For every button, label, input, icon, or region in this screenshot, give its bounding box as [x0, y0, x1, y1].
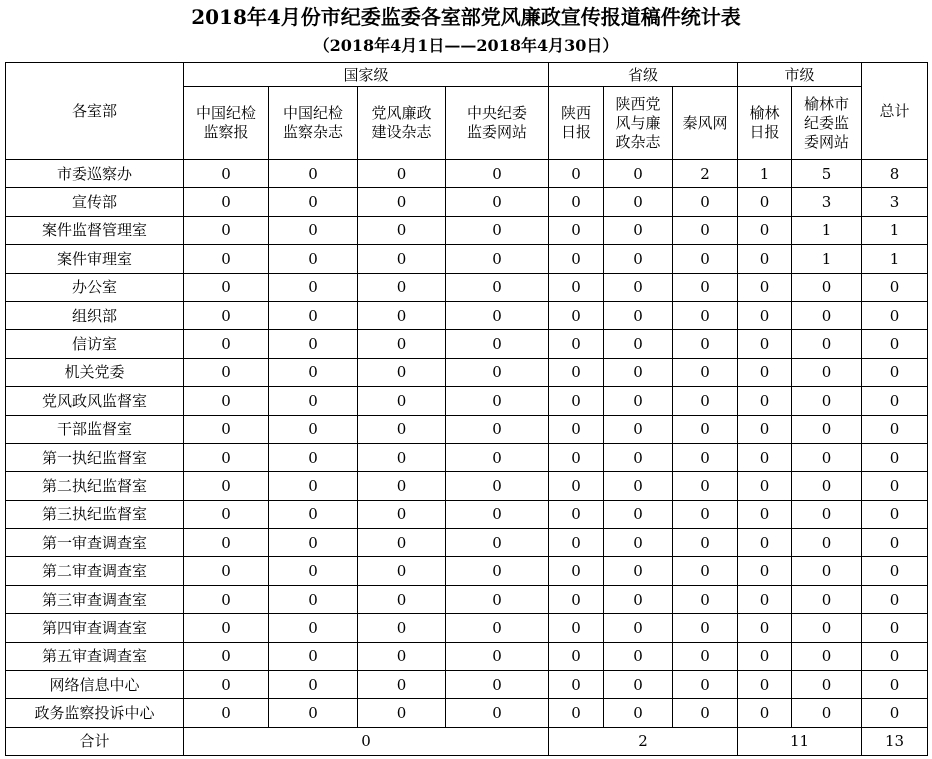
table-row	[6, 330, 928, 358]
column-header	[604, 87, 673, 160]
count-cell: 0	[358, 443, 446, 471]
count-cell: 0	[446, 245, 549, 273]
table-row	[6, 585, 928, 613]
count-cell: 0	[792, 387, 862, 415]
count-cell: 0	[792, 699, 862, 727]
count-cell: 0	[673, 671, 738, 699]
row-total-cell: 0	[862, 614, 928, 642]
column-header-label: 中国纪检监察杂志	[283, 104, 344, 141]
count-cell: 0	[792, 330, 862, 358]
count-cell: 0	[358, 387, 446, 415]
row-total-cell: 1	[862, 216, 928, 244]
table-row	[6, 301, 928, 329]
count-cell: 0	[673, 529, 738, 557]
count-cell: 0	[358, 500, 446, 528]
count-cell: 0	[184, 699, 269, 727]
table-row	[6, 358, 928, 386]
count-cell: 0	[446, 529, 549, 557]
count-cell: 0	[358, 699, 446, 727]
table-row	[6, 387, 928, 415]
count-cell: 0	[358, 330, 446, 358]
count-cell: 0	[792, 614, 862, 642]
count-cell: 0	[446, 500, 549, 528]
row-total-cell: 0	[862, 699, 928, 727]
summary-grand-total: 13	[862, 727, 928, 755]
count-cell: 0	[549, 557, 604, 585]
dept-header: 各室部	[6, 63, 184, 160]
count-cell: 0	[549, 330, 604, 358]
date-range-subtitle: （2018年4月1日——2018年4月30日）	[313, 36, 619, 55]
count-cell: 0	[446, 614, 549, 642]
count-cell: 0	[269, 557, 358, 585]
count-cell: 0	[604, 443, 673, 471]
count-cell: 0	[738, 642, 792, 670]
count-cell: 0	[604, 216, 673, 244]
dept-name-cell: 第四审查调查室	[6, 614, 184, 642]
count-cell: 0	[184, 160, 269, 188]
count-cell: 0	[446, 358, 549, 386]
count-cell: 0	[604, 188, 673, 216]
column-header-label: 陕西党风与廉政杂志	[615, 94, 661, 151]
count-cell: 0	[184, 273, 269, 301]
count-cell: 0	[184, 557, 269, 585]
summary-row	[6, 727, 928, 755]
row-total-cell: 0	[862, 443, 928, 471]
count-cell: 0	[269, 273, 358, 301]
row-total-cell: 0	[862, 387, 928, 415]
dept-name-cell: 干部监督室	[6, 415, 184, 443]
table-row	[6, 443, 928, 471]
count-cell: 0	[358, 671, 446, 699]
count-cell: 0	[184, 245, 269, 273]
count-cell: 0	[604, 614, 673, 642]
count-cell: 0	[184, 301, 269, 329]
count-cell: 0	[269, 160, 358, 188]
count-cell: 0	[738, 557, 792, 585]
count-cell: 0	[549, 585, 604, 613]
count-cell: 0	[446, 273, 549, 301]
count-cell: 0	[738, 273, 792, 301]
dept-name-cell: 第一执纪监督室	[6, 443, 184, 471]
count-cell: 0	[792, 585, 862, 613]
count-cell: 0	[792, 500, 862, 528]
count-cell: 0	[604, 529, 673, 557]
count-cell: 0	[358, 160, 446, 188]
dept-name-cell: 第二审查调查室	[6, 557, 184, 585]
column-header	[673, 87, 738, 160]
count-cell: 0	[792, 301, 862, 329]
count-cell: 0	[358, 301, 446, 329]
count-cell: 0	[184, 358, 269, 386]
count-cell: 0	[549, 415, 604, 443]
row-total-cell: 0	[862, 273, 928, 301]
dept-name-cell: 市委巡察办	[6, 160, 184, 188]
count-cell: 0	[269, 301, 358, 329]
count-cell: 0	[549, 188, 604, 216]
count-cell: 0	[446, 472, 549, 500]
count-cell: 0	[673, 245, 738, 273]
count-cell: 0	[184, 585, 269, 613]
count-cell: 0	[358, 642, 446, 670]
table-row	[6, 216, 928, 244]
header-row-groups	[6, 63, 928, 87]
count-cell: 0	[549, 273, 604, 301]
count-cell: 0	[604, 358, 673, 386]
count-cell: 0	[792, 273, 862, 301]
count-cell: 0	[549, 245, 604, 273]
column-header	[184, 87, 269, 160]
dept-name-cell: 第二执纪监督室	[6, 472, 184, 500]
dept-name-cell: 组织部	[6, 301, 184, 329]
count-cell: 0	[673, 500, 738, 528]
count-cell: 0	[673, 330, 738, 358]
count-cell: 0	[673, 415, 738, 443]
summary-provincial-total: 2	[549, 727, 738, 755]
column-header-label: 党风廉政建设杂志	[371, 104, 432, 141]
count-cell: 0	[604, 301, 673, 329]
count-cell: 0	[446, 671, 549, 699]
table-row	[6, 699, 928, 727]
count-cell: 0	[604, 245, 673, 273]
row-total-cell: 0	[862, 358, 928, 386]
count-cell: 0	[738, 415, 792, 443]
count-cell: 0	[604, 500, 673, 528]
count-cell: 0	[673, 387, 738, 415]
count-cell: 0	[673, 472, 738, 500]
count-cell: 0	[792, 529, 862, 557]
table-row	[6, 642, 928, 670]
dept-name-cell: 第三审查调查室	[6, 585, 184, 613]
count-cell: 0	[673, 358, 738, 386]
row-total-cell: 0	[862, 642, 928, 670]
count-cell: 0	[269, 642, 358, 670]
count-cell: 0	[269, 443, 358, 471]
count-cell: 0	[604, 415, 673, 443]
count-cell: 0	[446, 699, 549, 727]
count-cell: 0	[604, 699, 673, 727]
count-cell: 0	[549, 699, 604, 727]
count-cell: 0	[673, 273, 738, 301]
count-cell: 0	[269, 415, 358, 443]
count-cell: 0	[184, 614, 269, 642]
count-cell: 1	[738, 160, 792, 188]
table-row	[6, 671, 928, 699]
count-cell: 0	[738, 443, 792, 471]
count-cell: 0	[738, 301, 792, 329]
count-cell: 1	[792, 245, 862, 273]
count-cell: 0	[792, 557, 862, 585]
count-cell: 0	[792, 358, 862, 386]
count-cell: 0	[358, 188, 446, 216]
count-cell: 0	[269, 671, 358, 699]
row-total-cell: 3	[862, 188, 928, 216]
count-cell: 0	[446, 585, 549, 613]
table-body	[6, 160, 928, 728]
count-cell: 0	[549, 529, 604, 557]
count-cell: 0	[446, 301, 549, 329]
count-cell: 0	[738, 500, 792, 528]
count-cell: 0	[673, 642, 738, 670]
column-header	[549, 87, 604, 160]
count-cell: 0	[604, 160, 673, 188]
statistics-table	[5, 62, 928, 756]
count-cell: 3	[792, 188, 862, 216]
count-cell: 0	[184, 642, 269, 670]
count-cell: 0	[269, 699, 358, 727]
count-cell: 0	[358, 585, 446, 613]
count-cell: 0	[549, 216, 604, 244]
count-cell: 0	[184, 387, 269, 415]
count-cell: 0	[738, 614, 792, 642]
count-cell: 0	[673, 443, 738, 471]
dept-name-cell: 第一审查调查室	[6, 529, 184, 557]
count-cell: 0	[738, 245, 792, 273]
table-row	[6, 245, 928, 273]
count-cell: 0	[673, 216, 738, 244]
row-total-cell: 0	[862, 529, 928, 557]
dept-name-cell: 第三执纪监督室	[6, 500, 184, 528]
count-cell: 0	[604, 387, 673, 415]
count-cell: 0	[604, 585, 673, 613]
row-total-cell: 0	[862, 585, 928, 613]
row-total-cell: 0	[862, 500, 928, 528]
count-cell: 0	[738, 472, 792, 500]
count-cell: 0	[184, 671, 269, 699]
count-cell: 0	[549, 500, 604, 528]
table-row	[6, 614, 928, 642]
table-row	[6, 472, 928, 500]
count-cell: 0	[184, 472, 269, 500]
count-cell: 0	[673, 188, 738, 216]
count-cell: 0	[358, 216, 446, 244]
count-cell: 0	[446, 160, 549, 188]
count-cell: 0	[792, 642, 862, 670]
count-cell: 0	[549, 358, 604, 386]
row-total-cell: 0	[862, 330, 928, 358]
dept-name-cell: 第五审查调查室	[6, 642, 184, 670]
dept-name-cell: 信访室	[6, 330, 184, 358]
count-cell: 0	[604, 642, 673, 670]
count-cell: 0	[269, 585, 358, 613]
count-cell: 0	[358, 614, 446, 642]
count-cell: 0	[358, 557, 446, 585]
count-cell: 0	[673, 614, 738, 642]
count-cell: 0	[446, 216, 549, 244]
count-cell: 0	[446, 557, 549, 585]
count-cell: 0	[549, 642, 604, 670]
count-cell: 0	[269, 500, 358, 528]
count-cell: 1	[792, 216, 862, 244]
table-row	[6, 529, 928, 557]
column-header	[446, 87, 549, 160]
table-row	[6, 500, 928, 528]
row-total-cell: 0	[862, 557, 928, 585]
count-cell: 0	[446, 443, 549, 471]
count-cell: 0	[738, 216, 792, 244]
count-cell: 0	[604, 671, 673, 699]
count-cell: 0	[549, 301, 604, 329]
count-cell: 0	[358, 415, 446, 443]
count-cell: 0	[184, 216, 269, 244]
count-cell: 0	[549, 443, 604, 471]
group-header-national: 国家级	[184, 63, 549, 87]
row-total-cell: 8	[862, 160, 928, 188]
count-cell: 0	[738, 699, 792, 727]
count-cell: 0	[184, 500, 269, 528]
dept-name-cell: 宣传部	[6, 188, 184, 216]
summary-national-total: 0	[184, 727, 549, 755]
row-total-cell: 0	[862, 472, 928, 500]
count-cell: 0	[549, 160, 604, 188]
total-header: 总计	[862, 63, 928, 160]
row-total-cell: 0	[862, 671, 928, 699]
group-header-city: 市级	[738, 63, 862, 87]
dept-name-cell: 政务监察投诉中心	[6, 699, 184, 727]
count-cell: 0	[549, 671, 604, 699]
count-cell: 0	[604, 472, 673, 500]
table-row	[6, 557, 928, 585]
count-cell: 0	[446, 642, 549, 670]
count-cell: 0	[358, 472, 446, 500]
count-cell: 0	[269, 529, 358, 557]
count-cell: 0	[792, 472, 862, 500]
document-title: 2018年4月份市纪委监委各室部党风廉政宣传报道稿件统计表	[191, 5, 741, 29]
column-header	[738, 87, 792, 160]
count-cell: 0	[184, 188, 269, 216]
group-header-provincial: 省级	[549, 63, 738, 87]
column-header-label: 中央纪委监委网站	[467, 104, 528, 141]
count-cell: 0	[269, 614, 358, 642]
count-cell: 0	[269, 387, 358, 415]
count-cell: 0	[269, 472, 358, 500]
count-cell: 0	[792, 671, 862, 699]
dept-name-cell: 案件监督管理室	[6, 216, 184, 244]
column-header	[358, 87, 446, 160]
dept-name-cell: 党风政风监督室	[6, 387, 184, 415]
count-cell: 0	[446, 330, 549, 358]
count-cell: 0	[269, 188, 358, 216]
count-cell: 0	[549, 472, 604, 500]
count-cell: 0	[738, 330, 792, 358]
dept-name-cell: 案件审理室	[6, 245, 184, 273]
count-cell: 0	[184, 330, 269, 358]
count-cell: 0	[604, 330, 673, 358]
count-cell: 0	[673, 301, 738, 329]
count-cell: 0	[358, 529, 446, 557]
column-header	[792, 87, 862, 160]
column-header-label: 榆林日报	[749, 104, 780, 141]
count-cell: 0	[446, 415, 549, 443]
column-header-label: 榆林市纪委监委网站	[804, 94, 850, 151]
dept-name-cell: 办公室	[6, 273, 184, 301]
summary-city-total: 11	[738, 727, 862, 755]
count-cell: 0	[738, 358, 792, 386]
count-cell: 0	[673, 557, 738, 585]
count-cell: 0	[738, 387, 792, 415]
column-header-label: 陕西日报	[561, 104, 592, 141]
count-cell: 0	[738, 671, 792, 699]
dept-name-cell: 网络信息中心	[6, 671, 184, 699]
column-header	[269, 87, 358, 160]
table-row	[6, 273, 928, 301]
count-cell: 0	[738, 585, 792, 613]
count-cell: 0	[269, 330, 358, 358]
count-cell: 0	[269, 358, 358, 386]
count-cell: 0	[446, 188, 549, 216]
dept-name-cell: 机关党委	[6, 358, 184, 386]
table-row	[6, 188, 928, 216]
count-cell: 0	[673, 585, 738, 613]
count-cell: 0	[792, 443, 862, 471]
count-cell: 0	[446, 387, 549, 415]
table-row	[6, 160, 928, 188]
row-total-cell: 0	[862, 415, 928, 443]
count-cell: 0	[604, 273, 673, 301]
count-cell: 0	[269, 216, 358, 244]
count-cell: 0	[184, 443, 269, 471]
table-row	[6, 415, 928, 443]
row-total-cell: 0	[862, 301, 928, 329]
count-cell: 0	[358, 245, 446, 273]
count-cell: 0	[673, 699, 738, 727]
column-header-label: 中国纪检监察报	[196, 104, 257, 141]
count-cell: 0	[358, 273, 446, 301]
count-cell: 0	[792, 415, 862, 443]
count-cell: 5	[792, 160, 862, 188]
count-cell: 0	[549, 614, 604, 642]
count-cell: 0	[738, 188, 792, 216]
count-cell: 0	[184, 415, 269, 443]
row-total-cell: 1	[862, 245, 928, 273]
summary-label: 合计	[6, 727, 184, 755]
count-cell: 0	[358, 358, 446, 386]
count-cell: 0	[549, 387, 604, 415]
column-header-label: 秦风网	[682, 113, 728, 132]
count-cell: 0	[269, 245, 358, 273]
count-cell: 0	[604, 557, 673, 585]
count-cell: 2	[673, 160, 738, 188]
count-cell: 0	[184, 529, 269, 557]
count-cell: 0	[738, 529, 792, 557]
